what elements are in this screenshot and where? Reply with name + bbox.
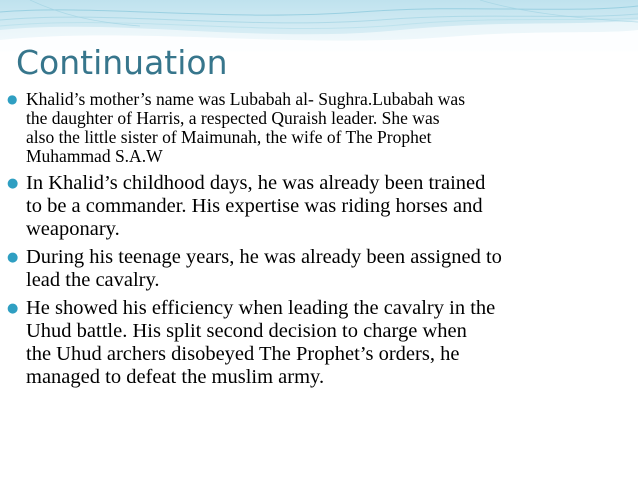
bullet-text-line: managed to defeat the muslim army. (26, 366, 325, 388)
bullet-text-line: In Khalid’s childhood days, he was already been trained (26, 172, 486, 194)
bullet-text-line: also the little sister of Maimunah, the wife of The Prophet (26, 127, 432, 147)
bullet-item-uhud (0, 297, 630, 389)
bullet-list (0, 90, 630, 394)
bullet-text-line: weaponary. (26, 218, 120, 240)
bullet-item-childhood (0, 172, 630, 241)
bullet-text-line: the Uhud archers disobeyed The Prophet’s orders, he (26, 343, 460, 365)
bullet-text-line: During his teenage years, he was already been assigned to (26, 246, 502, 268)
bullet-text-line: Uhud battle. His split second decision to charge when (26, 320, 467, 342)
bullet-item-teenage (0, 246, 630, 292)
bullet-text-line: He showed his efficiency when leading the cavalry in the (26, 297, 496, 319)
bullet-text-line: lead the cavalry. (26, 269, 160, 291)
bullet-dot-icon: ● (7, 250, 19, 265)
bullet-dot-icon: ● (7, 301, 19, 316)
bullet-text-line: Khalid’s mother’s name was Lubabah al- Sughra.Lubabah was (26, 89, 466, 109)
bullet-text-line: the daughter of Harris, a respected Quraish leader. She was (26, 108, 440, 128)
bullet-item-mother (0, 90, 630, 166)
bullet-text-line: to be a commander. His expertise was riding horses and (26, 195, 483, 217)
bullet-dot-icon: ● (7, 92, 18, 106)
slide-title: Continuation (16, 43, 228, 82)
bullet-dot-icon: ● (7, 176, 19, 191)
bullet-text-line: Muhammad S.A.W (26, 146, 163, 166)
